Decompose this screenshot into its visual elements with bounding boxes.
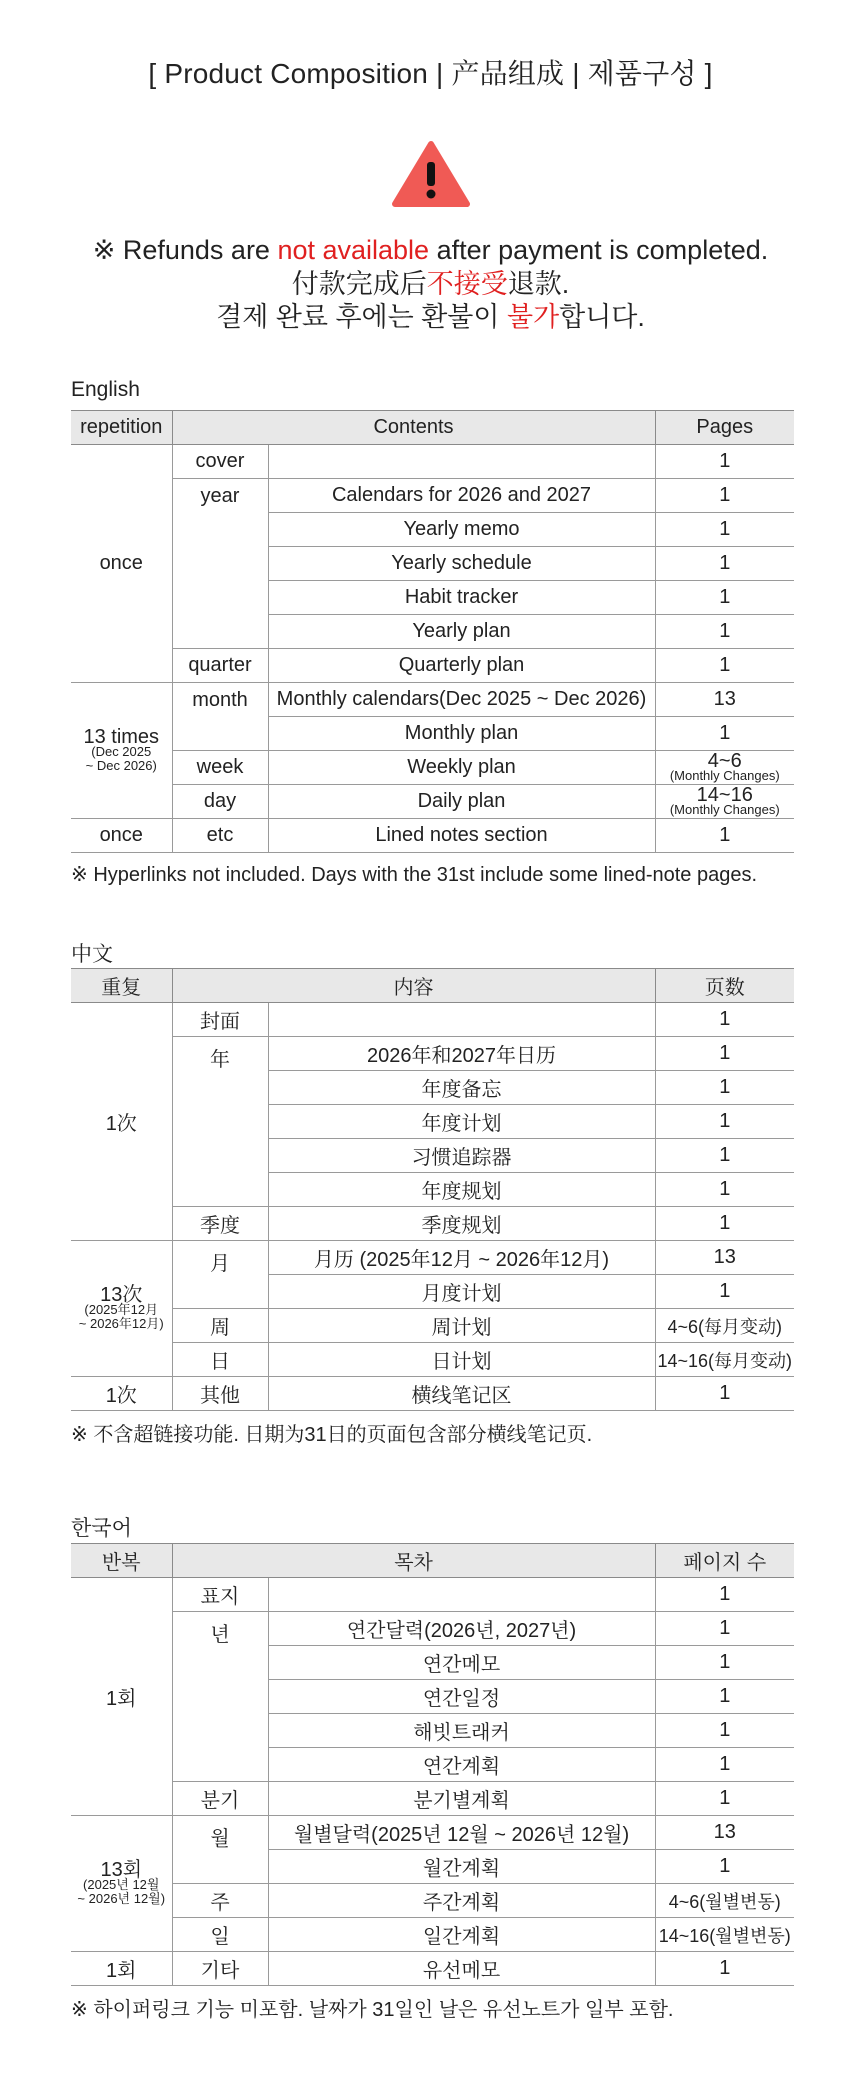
content-cell: 习惯追踪器 [268, 1139, 655, 1173]
pages-cell: 1 [655, 1714, 794, 1748]
repetition-cell: 1회 [71, 1952, 172, 1986]
page-title: [ Product Composition | 产品组成 | 제품구성 ] [148, 58, 713, 89]
red-emphasis: 불가 [506, 302, 560, 332]
repetition-cell: 1次 [71, 1377, 172, 1411]
repetition-cell [71, 683, 172, 819]
pages-cell: 4~6(每月变动) [655, 1309, 794, 1343]
repetition-cell: once [71, 445, 172, 683]
pages-note: (Monthly Changes) [669, 767, 780, 783]
content-cell: Lined notes section [268, 819, 655, 853]
refund-notice-en: ※ Refunds are not available after payment is completed. [92, 235, 769, 265]
category-cell: 周 [172, 1309, 268, 1343]
content-cell: Habit tracker [268, 581, 655, 615]
pages-cell: 13 [655, 1241, 794, 1275]
table-row [71, 1377, 794, 1411]
repetition-cell: once [71, 819, 172, 853]
content-cell: 월별달력(2025년 12월 ~ 2026년 12월) [268, 1816, 655, 1850]
pages-cell: 1 [655, 1952, 794, 1986]
column-header: 页数 [655, 969, 794, 1003]
table-row [71, 479, 794, 513]
category-cell: 일 [172, 1918, 268, 1952]
category-cell: year [172, 479, 268, 649]
repetition-times: 13次 [100, 1283, 143, 1306]
table-row [71, 1918, 794, 1952]
pages-cell: 1 [655, 1275, 794, 1309]
pages-cell: 1 [655, 819, 794, 853]
repetition-cell [71, 1241, 172, 1377]
pages-cell: 1 [655, 479, 794, 513]
pages-cell: 1 [655, 547, 794, 581]
pages-cell: 1 [655, 1782, 794, 1816]
category-cell: 年 [172, 1037, 268, 1207]
pages-cell: 4~6(월별변동) [655, 1884, 794, 1918]
category-cell: etc [172, 819, 268, 853]
content-cell: 周计划 [268, 1309, 655, 1343]
repetition-times: 13 times [83, 725, 160, 748]
column-header: 목차 [172, 1544, 655, 1578]
content-cell: Weekly plan [268, 751, 655, 785]
table-row [71, 649, 794, 683]
category-cell: day [172, 785, 268, 819]
content-cell: 年度规划 [268, 1173, 655, 1207]
repetition-range-end: ~ 2026년 12월) [77, 1890, 166, 1906]
content-cell: 연간달력(2026년, 2027년) [268, 1612, 655, 1646]
category-cell: 월 [172, 1816, 268, 1884]
pages-cell [655, 751, 794, 785]
category-cell: 표지 [172, 1578, 268, 1612]
content-cell: Yearly plan [268, 615, 655, 649]
category-cell: month [172, 683, 268, 751]
content-cell: Yearly memo [268, 513, 655, 547]
category-cell: 기타 [172, 1952, 268, 1986]
pages-cell: 1 [655, 1071, 794, 1105]
repetition-range-start: (Dec 2025 [91, 743, 152, 759]
column-header: 重复 [71, 969, 172, 1003]
pages-cell: 1 [655, 581, 794, 615]
table-row [71, 1343, 794, 1377]
category-cell: 日 [172, 1343, 268, 1377]
pages-note: (Monthly Changes) [669, 801, 780, 817]
refund-notice-zh: 付款完成后不接受退款. [291, 269, 570, 299]
pages-value: 14~16 [696, 783, 753, 806]
composition-table-korean [71, 1543, 794, 1986]
composition-table-english [71, 410, 794, 853]
column-header: 반복 [71, 1544, 172, 1578]
column-header: repetition [71, 411, 172, 445]
category-cell: 封面 [172, 1003, 268, 1037]
pages-cell: 1 [655, 1173, 794, 1207]
content-cell: 年度备忘 [268, 1071, 655, 1105]
content-cell [268, 1578, 655, 1612]
table-row [71, 1241, 794, 1275]
content-cell: 주간계획 [268, 1884, 655, 1918]
category-cell: 주 [172, 1884, 268, 1918]
table-row [71, 1952, 794, 1986]
content-cell: 연간메모 [268, 1646, 655, 1680]
content-cell: 季度规划 [268, 1207, 655, 1241]
table-header-row [71, 411, 794, 445]
content-cell: 해빗트래커 [268, 1714, 655, 1748]
pages-cell: 13 [655, 683, 794, 717]
repetition-times: 13회 [100, 1858, 143, 1881]
content-cell: 日计划 [268, 1343, 655, 1377]
category-cell: cover [172, 445, 268, 479]
pages-cell: 13 [655, 1816, 794, 1850]
content-cell: 月度计划 [268, 1275, 655, 1309]
footnote-korean: ※ 하이퍼링크 기능 미포함. 날짜가 31일인 날은 유선노트가 일부 포함. [71, 1999, 674, 2021]
pages-cell: 14~16(월별변동) [655, 1918, 794, 1952]
pages-cell: 1 [655, 1612, 794, 1646]
content-cell: 月历 (2025年12月 ~ 2026年12月) [268, 1241, 655, 1275]
repetition-range-end: ~ 2026年12月) [78, 1315, 164, 1331]
content-cell: 유선메모 [268, 1952, 655, 1986]
table-row [71, 445, 794, 479]
repetition-range-end: ~ Dec 2026) [85, 757, 157, 773]
footnote-english: ※ Hyperlinks not included. Days with the 31st include some lined-note pages. [71, 864, 758, 886]
red-emphasis: 不接受 [426, 269, 508, 299]
table-row [71, 683, 794, 717]
content-cell: Calendars for 2026 and 2027 [268, 479, 655, 513]
category-cell: 분기 [172, 1782, 268, 1816]
pages-cell: 14~16(每月变动) [655, 1343, 794, 1377]
table-row [71, 1037, 794, 1071]
category-cell: 其他 [172, 1377, 268, 1411]
category-cell: 月 [172, 1241, 268, 1309]
table-row [71, 1207, 794, 1241]
pages-cell: 1 [655, 615, 794, 649]
table-row [71, 1309, 794, 1343]
table-row [71, 1884, 794, 1918]
pages-cell: 1 [655, 1003, 794, 1037]
table-row [71, 1003, 794, 1037]
pages-cell: 1 [655, 1207, 794, 1241]
content-cell: 일간계획 [268, 1918, 655, 1952]
pages-cell: 1 [655, 1680, 794, 1714]
red-emphasis: not available [277, 235, 430, 265]
pages-cell: 1 [655, 1139, 794, 1173]
pages-cell: 1 [655, 1646, 794, 1680]
content-cell: 연간일정 [268, 1680, 655, 1714]
pages-cell: 1 [655, 1850, 794, 1884]
column-header: 페이지 수 [655, 1544, 794, 1578]
category-cell: week [172, 751, 268, 785]
content-cell: Quarterly plan [268, 649, 655, 683]
section-label-english: English [71, 378, 140, 401]
pages-cell [655, 785, 794, 819]
table-header-row [71, 969, 794, 1003]
category-cell: 년 [172, 1612, 268, 1782]
pages-cell: 1 [655, 1037, 794, 1071]
pages-cell: 1 [655, 1105, 794, 1139]
pages-cell: 1 [655, 717, 794, 751]
table-row [71, 1578, 794, 1612]
category-cell: quarter [172, 649, 268, 683]
table-row [71, 1782, 794, 1816]
repetition-range-start: (2025年12月 [84, 1301, 159, 1317]
content-cell: Yearly schedule [268, 547, 655, 581]
composition-table-chinese [71, 968, 794, 1411]
column-header: Contents [172, 411, 655, 445]
pages-cell: 1 [655, 513, 794, 547]
column-header: Pages [655, 411, 794, 445]
content-cell: Monthly calendars(Dec 2025 ~ Dec 2026) [268, 683, 655, 717]
footnote-chinese: ※ 不含超链接功能. 日期为31日的页面包含部分横线笔记页. [71, 1424, 593, 1446]
content-cell: Daily plan [268, 785, 655, 819]
table-header-row [71, 1544, 794, 1578]
category-cell: 季度 [172, 1207, 268, 1241]
table-row [71, 1816, 794, 1850]
section-label-chinese: 中文 [71, 943, 113, 966]
pages-cell: 1 [655, 1578, 794, 1612]
content-cell: 분기별계획 [268, 1782, 655, 1816]
content-cell: 연간계획 [268, 1748, 655, 1782]
pages-value: 4~6 [707, 749, 742, 772]
content-cell [268, 1003, 655, 1037]
table-row [71, 1612, 794, 1646]
column-header: 内容 [172, 969, 655, 1003]
repetition-range-start: (2025년 12월 [83, 1876, 160, 1892]
content-cell: Monthly plan [268, 717, 655, 751]
pages-cell: 1 [655, 649, 794, 683]
repetition-cell: 1次 [71, 1003, 172, 1241]
warning-triangle-icon [392, 140, 470, 208]
content-cell [268, 445, 655, 479]
content-cell: 2026年和2027年日历 [268, 1037, 655, 1071]
pages-cell: 1 [655, 445, 794, 479]
pages-cell: 1 [655, 1377, 794, 1411]
table-row [71, 751, 794, 785]
content-cell: 横线笔记区 [268, 1377, 655, 1411]
section-label-korean: 한국어 [71, 1517, 132, 1540]
table-row [71, 785, 794, 819]
refund-notice-ko: 결제 완료 후에는 환불이 불가합니다. [216, 302, 645, 332]
pages-cell: 1 [655, 1748, 794, 1782]
table-row [71, 819, 794, 853]
repetition-cell: 1회 [71, 1578, 172, 1816]
content-cell: 年度计划 [268, 1105, 655, 1139]
repetition-cell [71, 1816, 172, 1952]
content-cell: 월간계획 [268, 1850, 655, 1884]
